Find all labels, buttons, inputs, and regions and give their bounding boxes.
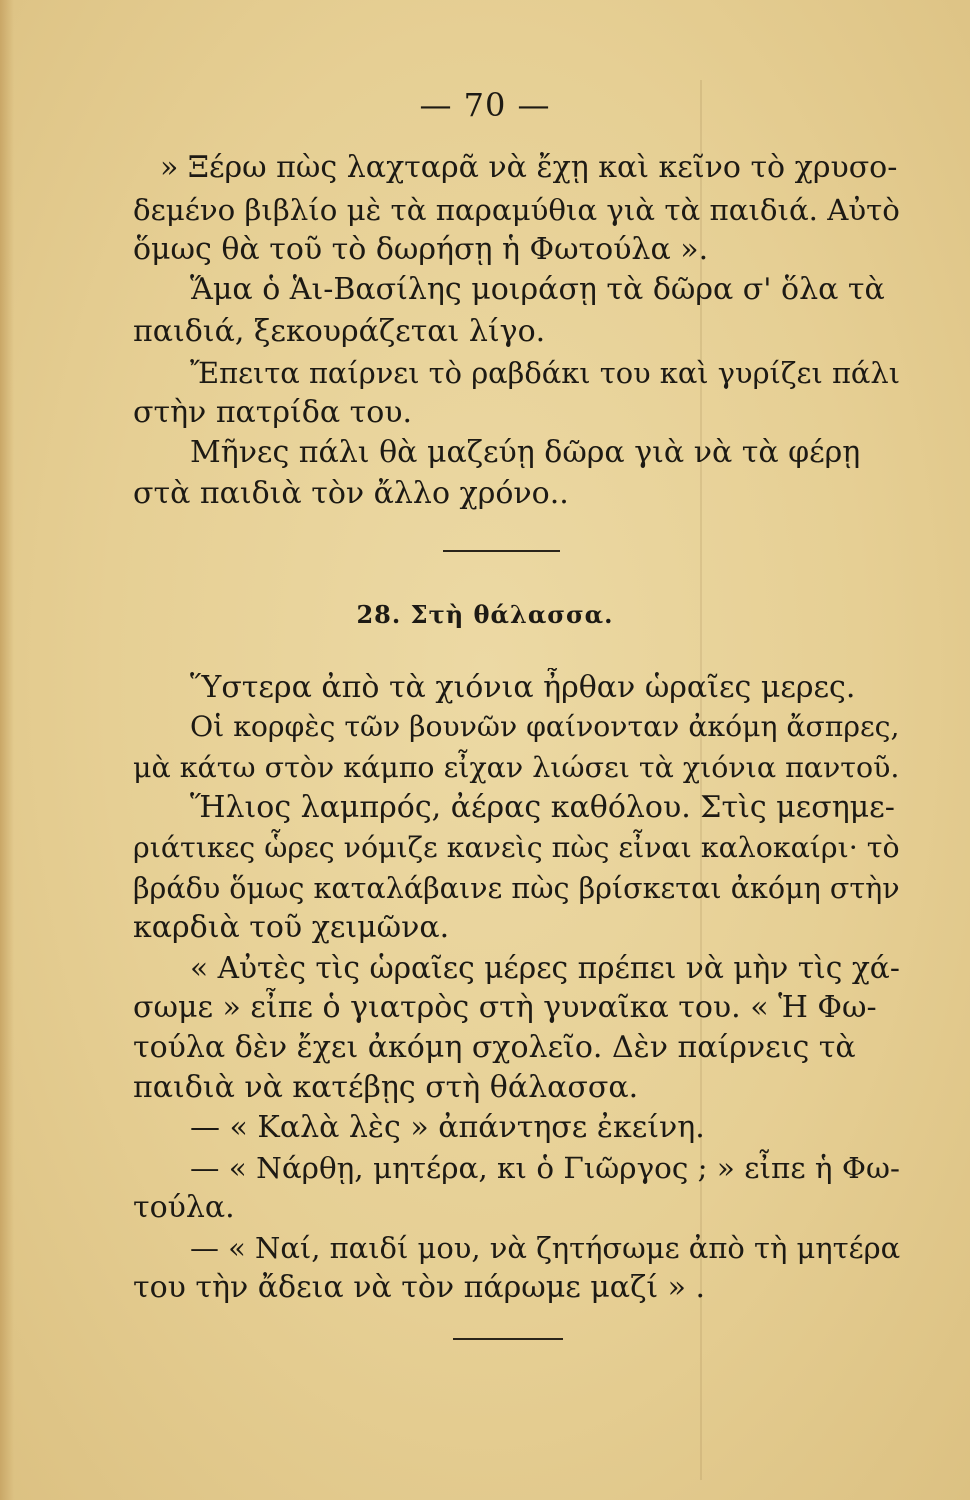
- text-line: στὴν πατρίδα του.: [133, 395, 413, 430]
- text-line: στὰ παιδιὰ τὸν ἄλλο χρόνο..: [133, 476, 569, 511]
- text-line: μὰ κάτω στὸν κάμπο εἶχαν λιώσει τὰ χιόνια παντοῦ.: [133, 751, 900, 784]
- text-line: Μῆνες πάλι θὰ μαζεύῃ δῶρα γιὰ νὰ τὰ φέρῃ: [190, 435, 861, 470]
- text-line: σωμε » εἶπε ὁ γιατρὸς στὴ γυναῖκα του. « Ἡ Φω-: [133, 990, 877, 1025]
- text-line: Ἅμα ὁ Ἁι-Βασίλης μοιράσῃ τὰ δῶρα σ' ὅλα τὰ: [190, 272, 885, 307]
- text-line: ὅμως θὰ τοῦ τὸ δωρήσῃ ἡ Φωτούλα ».: [133, 232, 709, 267]
- text-line: « Αὐτὲς τὶς ὡραῖες μέρες πρέπει νὰ μὴν τὶς χά-: [190, 950, 900, 985]
- text-line: τούλα.: [133, 1190, 235, 1225]
- text-line: δεμένο βιβλίο μὲ τὰ παραμύθια γιὰ τὰ παιδιά. Αὐτὸ: [133, 193, 900, 227]
- text-line: — « Νάρθῃ, μητέρα, κι ὁ Γιῶργος ; » εἶπε ἡ Φω-: [190, 1151, 900, 1185]
- section-heading: 28. Στὴ θάλασσα.: [356, 600, 614, 629]
- text-line: Ἔπειτα παίρνει τὸ ραβδάκι του καὶ γυρίζει πάλι: [190, 356, 900, 390]
- text-line: του τὴν ἄδεια νὰ τὸν πάρωμε μαζί » .: [133, 1270, 706, 1305]
- text-line: Ἥλιος λαμπρός, ἀέρας καθόλου. Στὶς μεσημε-: [190, 790, 895, 825]
- text-line: Οἱ κορφὲς τῶν βουνῶν φαίνονταν ἀκόμη ἄσπρες,: [190, 710, 900, 743]
- end-divider: [453, 1338, 563, 1340]
- text-line: καρδιὰ τοῦ χειμῶνα.: [133, 910, 450, 945]
- page-edge-shadow: [0, 0, 14, 1500]
- section-divider: [443, 550, 560, 552]
- text-line: παιδιὰ νὰ κατέβῃς στὴ θάλασσα.: [133, 1070, 639, 1105]
- text-line: — « Καλὰ λὲς » ἀπάντησε ἐκείνη.: [190, 1110, 705, 1145]
- text-line: βράδυ ὅμως καταλάβαινε πὼς βρίσκεται ἀκόμη στὴν: [133, 871, 900, 905]
- text-line: παιδιά, ξεκουράζεται λίγο.: [133, 314, 546, 349]
- text-line: ριάτικες ὧρες νόμιζε κανεὶς πὼς εἶναι καλοκαίρι· τὸ: [133, 831, 900, 864]
- text-line: » Ξέρω πὼς λαχταρᾶ νὰ ἔχῃ καὶ κεῖνο τὸ χρυσο-: [160, 150, 898, 185]
- text-line: — « Ναί, παιδί μου, νὰ ζητήσωμε ἀπὸ τὴ μητέρα: [190, 1231, 900, 1265]
- page-number: — 70 —: [419, 86, 551, 124]
- text-line: Ὕστερα ἀπὸ τὰ χιόνια ἦρθαν ὡραῖες μερες.: [190, 670, 856, 705]
- text-line: τούλα δὲν ἔχει ἀκόμη σχολεῖο. Δὲν παίρνεις τὰ: [133, 1030, 856, 1065]
